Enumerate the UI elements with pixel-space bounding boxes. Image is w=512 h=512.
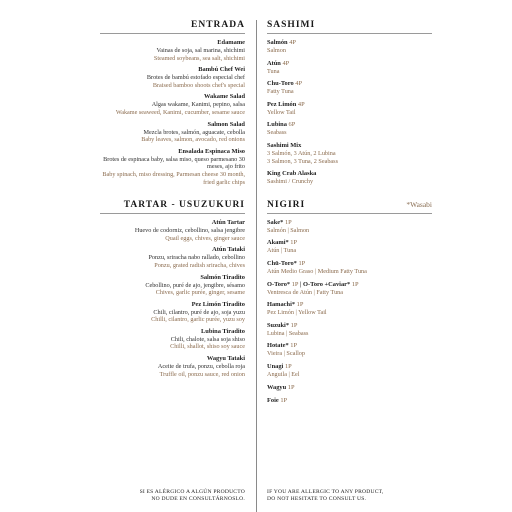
item-name: O-Toro*	[267, 280, 291, 288]
section-title-tartar: TARTAR - USUZUKURI	[100, 200, 245, 214]
item-price: 1P	[284, 362, 292, 370]
item-name-alt: | O-Toro +Caviar*	[298, 280, 351, 288]
item-description-en: Chilli, cilantro, garlic purée, yuzu soy	[151, 316, 245, 324]
item-name: Lubina Tiradito	[201, 327, 245, 335]
menu-item	[267, 101, 432, 117]
allergy-notice-en	[267, 489, 432, 503]
menu-item	[100, 328, 245, 351]
item-description-en: Baby leaves, salmon, avocado, red onions	[141, 136, 245, 144]
item-name: Salmon Salad	[207, 120, 245, 128]
menu-item	[267, 142, 432, 165]
item-name: Unagi	[267, 362, 284, 370]
item-description-es: Chili, cilantro, puré de ajo, soja yuzu	[153, 308, 245, 316]
menu-item	[100, 246, 245, 269]
item-subtitle: Atún | Tuna	[267, 247, 297, 255]
item-price: 1P	[291, 280, 299, 288]
menu-item	[100, 274, 245, 297]
item-description-en: Braised bamboo shoots chef's special	[152, 81, 245, 89]
item-name: Lubina	[267, 121, 287, 129]
item-name: Wagyu	[267, 383, 287, 391]
tartar-list	[100, 219, 245, 378]
item-name: Edamame	[217, 39, 245, 46]
menu-item	[100, 93, 245, 116]
item-description-en: Steamed soybeans, sea salt, shichimi	[153, 54, 245, 62]
allergy-notice-en-line2: DO NOT HESITATE TO CONSULT US.	[267, 496, 367, 502]
item-name-line	[267, 101, 432, 109]
menu-item	[267, 397, 432, 405]
item-subtitle: 3 Salmón, 3 Atún, 2 Lubina	[267, 149, 336, 157]
menu-item	[267, 384, 432, 392]
item-description-es: Aceite de trufa, ponzu, cebolla roja	[157, 363, 245, 371]
item-name: Salmón	[267, 39, 288, 46]
item-name: Wagyu Tataki	[206, 355, 245, 363]
item-name-line	[267, 342, 432, 350]
column-divider	[256, 20, 257, 512]
item-description-es: Cebollino, puré de ajo, jengibre, sésamo	[145, 281, 245, 289]
item-price: 6P	[288, 121, 296, 129]
menu-item	[267, 39, 432, 55]
item-subtitle: Pez Limón | Yellow Tail	[267, 309, 327, 317]
item-name: Bambú Chef Wei	[198, 66, 245, 74]
menu-item	[100, 39, 245, 62]
item-price: 4P	[282, 59, 290, 67]
menu-item	[100, 121, 245, 144]
item-name: Atún Tartar	[211, 219, 245, 227]
item-price: 4P	[297, 100, 305, 108]
menu-item	[100, 355, 245, 378]
right-column	[267, 20, 432, 410]
entrada-list	[100, 39, 245, 186]
item-name: Salmón Tiradito	[200, 273, 245, 281]
item-name: Akami*	[267, 239, 289, 247]
item-price: 1P	[298, 259, 306, 267]
item-price-alt: 1P	[351, 280, 359, 288]
item-name-line	[267, 80, 432, 88]
item-price: 4P	[289, 39, 296, 46]
item-name: Sake*	[267, 218, 284, 226]
item-name: Pez Limón Tiradito	[191, 300, 245, 308]
item-subtitle: Salmón | Salmon	[267, 226, 310, 234]
item-name: Chu-Toro	[267, 80, 294, 88]
item-name-line	[267, 239, 432, 247]
menu-item	[267, 121, 432, 137]
allergy-notice-es	[100, 489, 245, 503]
item-name-line	[267, 39, 432, 47]
item-name: Foie	[267, 396, 279, 404]
allergy-notice-es-line2: NO DUDE EN CONSULTÁRNOSLO.	[151, 496, 245, 502]
item-name: Sashimi Mix	[267, 141, 302, 149]
item-subtitle: Sashimi / Crunchy	[267, 178, 314, 186]
item-name-line	[267, 60, 432, 68]
item-description-es: Algas wakame, Kanimi, pepino, salsa	[151, 101, 245, 109]
menu-item	[267, 342, 432, 358]
item-price: 1P	[287, 383, 295, 391]
menu-item	[267, 170, 432, 186]
item-subtitle: Atún Medio Graso | Medium Fatty Tuna	[267, 267, 367, 275]
item-name: Wakame Salad	[203, 93, 245, 101]
item-description-en: Chives, garlic purée, ginger, sesame	[155, 289, 245, 297]
item-name-line	[267, 397, 432, 405]
item-subtitle: Tuna	[267, 67, 280, 75]
item-description-es: Mezcla brotes, salmón, aguacate, cebolla	[143, 128, 245, 136]
item-description-en: Truffle oil, ponzu sauce, red onion	[159, 370, 245, 378]
item-description-es: Ponzu, sriracha nabo rallado, cebollino	[148, 254, 245, 262]
nigiri-list	[267, 219, 432, 405]
section-title-sashimi: SASHIMI	[267, 20, 432, 34]
item-name-line	[267, 363, 432, 371]
menu-item	[267, 281, 432, 297]
item-subtitle: Salmon	[267, 47, 286, 54]
item-price: 1P	[296, 301, 304, 309]
menu-item	[267, 301, 432, 317]
item-price: 1P	[290, 321, 298, 329]
item-description-en: Wakame seaweed, Kanimi, cucumber, sesame sauce	[115, 108, 245, 116]
section-title-entrada: ENTRADA	[100, 20, 245, 34]
menu-item	[100, 219, 245, 242]
item-name: Atún Tataki	[212, 246, 245, 254]
item-description-en: Chilli, shallot, shiso soy sauce	[170, 343, 245, 351]
item-name-line	[267, 260, 432, 268]
item-subtitle: 3 Salmon, 3 Tuna, 2 Seabass	[267, 157, 338, 165]
wasabi-note: *Wasabi	[406, 199, 432, 209]
menu-item	[267, 219, 432, 235]
item-price: 1P	[284, 218, 292, 226]
menu-item	[267, 80, 432, 96]
item-description-es: Vainas de soja, sal marina, shichimi	[156, 47, 245, 54]
item-price: 1P	[290, 342, 298, 350]
item-subtitle: Seabass	[267, 129, 287, 137]
item-name: Ensalada Espinaca Miso	[178, 147, 245, 155]
item-name: Atún	[267, 59, 281, 67]
item-price: 4P	[295, 80, 302, 88]
item-description-en: Baby spinach, miso dressing, Parmesan cheese 30 month, fried garlic chips	[102, 170, 245, 186]
item-description-es: Brotes de espinaca baby, salsa miso, queso parmesano 30 meses, ajo frito	[103, 155, 245, 171]
left-column	[100, 20, 245, 382]
item-name: Pez Limón	[267, 100, 297, 108]
item-name-line	[267, 219, 432, 227]
item-description-es: Chili, chalote, salsa soja shiso	[170, 335, 245, 343]
item-subtitle: Ventresca de Atún | Fatty Tuna	[267, 288, 343, 296]
menu-item	[100, 66, 245, 89]
item-name-line	[267, 121, 432, 129]
item-subtitle: Anguila | Eel	[267, 370, 300, 378]
allergy-notice-en-line1: IF YOU ARE ALLERGIC TO ANY PRODUCT,	[267, 489, 384, 495]
item-subtitle: Yellow Tail	[267, 108, 296, 116]
item-price: 1P	[290, 239, 298, 247]
menu-item	[267, 239, 432, 255]
item-description-en: Ponzu, grated radish sriracha, chives	[154, 261, 245, 269]
item-name-line	[267, 281, 432, 289]
item-name: Chū-Toro*	[267, 259, 297, 267]
item-description-es: Brotes de bambú estofado especial chef	[146, 74, 245, 82]
sashimi-list	[267, 39, 432, 186]
item-name-line	[267, 170, 432, 178]
item-description-en: Quail eggs, chives, ginger sauce	[165, 234, 245, 242]
menu-item	[267, 260, 432, 276]
item-name: Suzuki*	[267, 321, 290, 329]
item-name-line	[267, 142, 432, 150]
section-title-nigiri: NIGIRI *Wasabi	[267, 200, 432, 214]
allergy-notice-es-line1: SI ES ALÉRGICO A ALGÚN PRODUCTO	[139, 489, 245, 495]
item-name: Hotate*	[267, 342, 289, 350]
menu-item	[267, 363, 432, 379]
menu-item	[100, 301, 245, 324]
item-subtitle: Fatty Tuna	[267, 88, 294, 96]
item-name-line	[267, 384, 432, 392]
item-subtitle: Lubina | Seabass	[267, 329, 309, 337]
item-description-es: Huevo de codorniz, cebollino, salsa jengibre	[134, 227, 245, 235]
item-name: Hamachi*	[267, 301, 296, 309]
menu-item	[100, 148, 245, 186]
item-name-line	[267, 301, 432, 309]
item-name: King Crab Alaska	[267, 170, 317, 178]
item-price: 1P	[280, 396, 288, 404]
item-subtitle: Vieira | Scallop	[267, 350, 305, 358]
item-name-line	[267, 322, 432, 330]
menu-item	[267, 60, 432, 76]
menu-item	[267, 322, 432, 338]
